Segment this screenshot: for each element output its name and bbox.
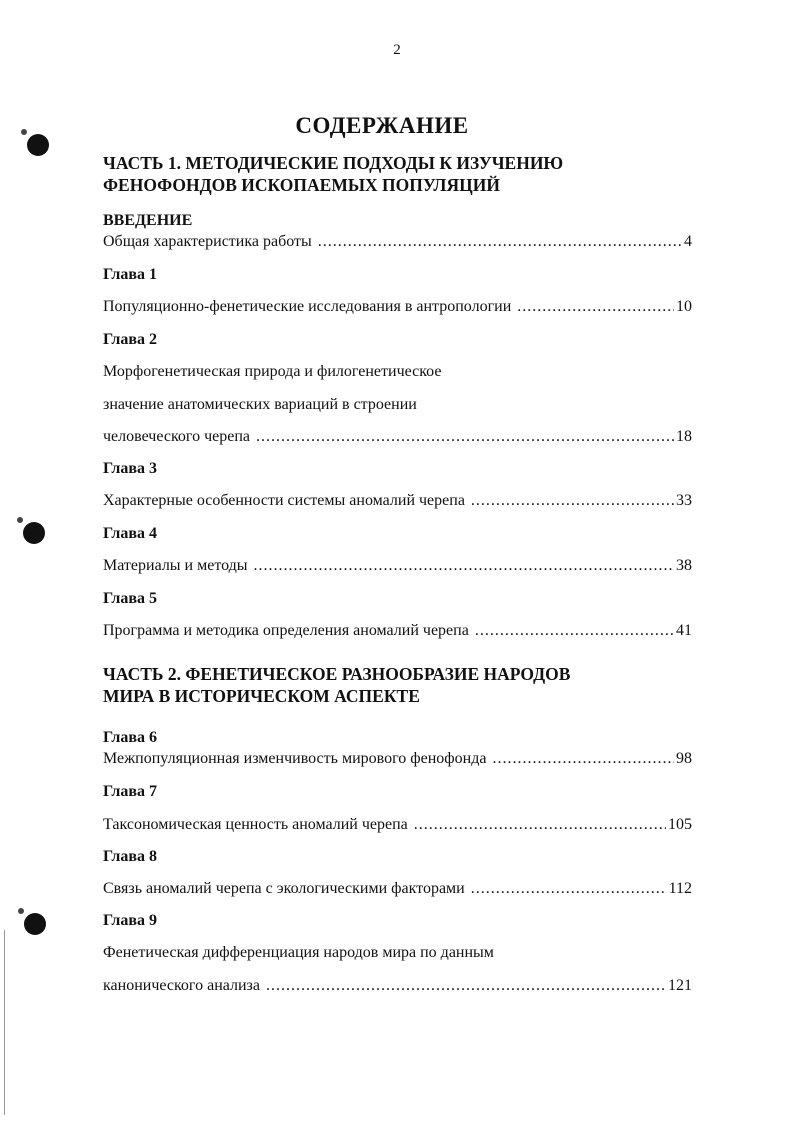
part-2-line-2: МИРА В ИСТОРИЧЕСКОМ АСПЕКТЕ bbox=[103, 686, 420, 706]
leader-dots bbox=[414, 816, 666, 834]
scan-edge-line bbox=[4, 930, 5, 1115]
chapter-6-heading: Глава 6 bbox=[103, 729, 157, 746]
toc-entry-page: 41 bbox=[676, 622, 692, 639]
toc-entry-chapter-8[interactable] bbox=[103, 880, 692, 898]
toc-entry-page: 38 bbox=[676, 557, 692, 574]
toc-entry-page: 105 bbox=[668, 816, 692, 833]
leader-dots bbox=[471, 492, 674, 510]
chapter-8-heading: Глава 8 bbox=[103, 848, 157, 865]
leader-dots bbox=[475, 622, 674, 640]
toc-entry-page: 33 bbox=[676, 492, 692, 509]
toc-entry-page: 121 bbox=[668, 977, 692, 994]
toc-entry-chapter-7[interactable] bbox=[103, 816, 692, 834]
leader-dots bbox=[492, 750, 674, 768]
toc-entry-chapter-2[interactable] bbox=[103, 428, 692, 446]
toc-entry-text: Общая характеристика работы bbox=[103, 233, 312, 250]
part-1-heading bbox=[103, 152, 563, 196]
toc-entry-page: 112 bbox=[668, 880, 692, 897]
part-2-line-1: ЧАСТЬ 2. ФЕНЕТИЧЕСКОЕ РАЗНООБРАЗИЕ НАРОДОВ bbox=[103, 664, 571, 684]
leader-dots bbox=[254, 557, 674, 575]
part-1-line-1: ЧАСТЬ 1. МЕТОДИЧЕСКИЕ ПОДХОДЫ К ИЗУЧЕНИЮ bbox=[103, 153, 564, 173]
leader-dots bbox=[471, 880, 667, 898]
toc-entry-text: человеческого черепа bbox=[103, 428, 250, 445]
intro-heading: ВВЕДЕНИЕ bbox=[103, 212, 193, 229]
toc-entry-chapter-6[interactable] bbox=[103, 750, 692, 768]
toc-entry-text: Материалы и методы bbox=[103, 557, 248, 574]
toc-entry-text: Связь аномалий черепа с экологическими факторами bbox=[103, 880, 465, 897]
chapter-7-heading: Глава 7 bbox=[103, 783, 157, 800]
chapter-3-heading: Глава 3 bbox=[103, 460, 157, 477]
leader-dots bbox=[318, 233, 682, 251]
toc-entry-text: канонического анализа bbox=[103, 977, 260, 994]
toc-entry-text: Межпопуляционная изменчивость мирового фенофонда bbox=[103, 750, 487, 767]
toc-entry-chapter-4[interactable] bbox=[103, 557, 692, 575]
chapter-9-line-1: Фенетическая дифференциация народов мира по данным bbox=[103, 944, 494, 961]
toc-entry-page: 98 bbox=[676, 750, 692, 767]
chapter-2-line-2: значение анатомических вариаций в строении bbox=[103, 396, 417, 413]
chapter-5-heading: Глава 5 bbox=[103, 590, 157, 607]
toc-entry-intro[interactable] bbox=[103, 233, 692, 251]
part-1-line-2: ФЕНОФОНДОВ ИСКОПАЕМЫХ ПОПУЛЯЦИЙ bbox=[103, 175, 500, 195]
toc-entry-chapter-3[interactable] bbox=[103, 492, 692, 510]
toc-entry-page: 18 bbox=[676, 428, 692, 445]
toc-entry-text: Таксономическая ценность аномалий черепа bbox=[103, 816, 408, 833]
chapter-2-heading: Глава 2 bbox=[103, 331, 157, 348]
chapter-9-heading: Глава 9 bbox=[103, 912, 157, 929]
toc-entry-text: Программа и методика определения аномалий черепа bbox=[103, 622, 469, 639]
toc-entry-text: Популяционно-фенетические исследования в антропологии bbox=[103, 298, 512, 315]
binder-hole-middle bbox=[23, 522, 45, 544]
leader-dots bbox=[256, 428, 674, 446]
leader-dots bbox=[517, 298, 674, 316]
toc-entry-chapter-9[interactable] bbox=[103, 977, 692, 995]
chapter-4-heading: Глава 4 bbox=[103, 525, 157, 542]
toc-entry-chapter-5[interactable] bbox=[103, 622, 692, 640]
toc-entry-page: 10 bbox=[676, 298, 692, 315]
chapter-1-heading: Глава 1 bbox=[103, 266, 157, 283]
page-title: СОДЕРЖАНИЕ bbox=[295, 113, 469, 138]
leader-dots bbox=[266, 977, 666, 995]
binder-hole-bottom bbox=[24, 913, 46, 935]
page-number: 2 bbox=[393, 42, 401, 58]
part-2-heading bbox=[103, 663, 570, 707]
toc-entry-page: 4 bbox=[684, 233, 692, 250]
toc-entry-chapter-1[interactable] bbox=[103, 298, 692, 316]
toc-entry-text: Характерные особенности системы аномалий черепа bbox=[103, 492, 465, 509]
chapter-2-line-1: Морфогенетическая природа и филогенетическое bbox=[103, 363, 442, 380]
